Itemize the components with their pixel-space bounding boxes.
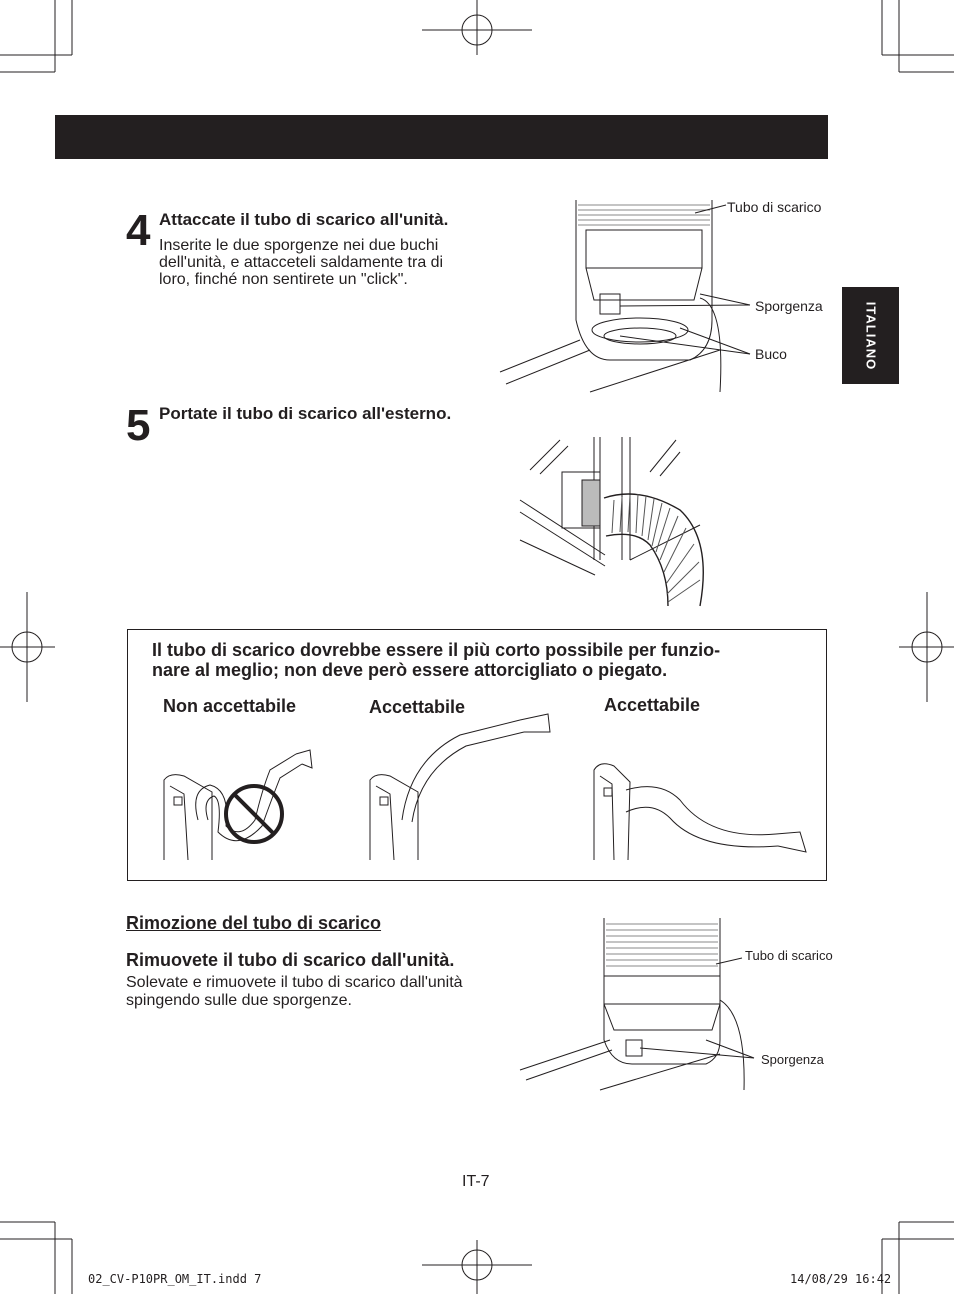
label-acceptable-2: Accettabile — [604, 695, 701, 715]
callout-hose-top: Tubo di scarico — [727, 199, 822, 215]
removal-heading: Rimozione del tubo di scarico — [126, 913, 382, 933]
callout-hole: Buco — [755, 346, 787, 362]
step-5-number: 5 — [126, 401, 151, 450]
note-box-text: Il tubo di scarico dovrebbe essere il più corto possibile per funzio- nare al meglio; non deve però essere attorcigliato o piegato. — [152, 640, 721, 680]
footer-timestamp: 14/08/29 16:42 — [790, 1272, 892, 1286]
removal-body: Solevate e rimuovete il tubo di scarico dall'unità spingendo sulle due sporgenze. — [126, 974, 463, 1009]
step-5-title: Portate il tubo di scarico all'esterno. — [159, 404, 452, 423]
step-4-body: Inserite le due sporgenze nei due buchi dell'unità, e attacceteli saldamente tra di loro, finché non sentirete un "click". — [159, 237, 444, 288]
label-not-acceptable: Non accettabile — [163, 696, 297, 716]
step-4-number: 4 — [126, 206, 151, 255]
label-acceptable-1: Accettabile — [369, 697, 466, 717]
callout-hose-bottom: Tubo di scarico — [745, 948, 833, 963]
callout-tab-bottom: Sporgenza — [761, 1052, 824, 1067]
removal-subheading: Rimuovete il tubo di scarico dall'unità. — [126, 950, 455, 970]
footer-file-name: 02_CV-P10PR_OM_IT.indd 7 — [88, 1272, 262, 1286]
language-tab-label: ITALIANO — [863, 301, 878, 370]
page-number: IT-7 — [462, 1173, 490, 1190]
callout-tab-top: Sporgenza — [755, 298, 823, 314]
step-4-title: Attaccate il tubo di scarico all'unità. — [159, 210, 449, 229]
